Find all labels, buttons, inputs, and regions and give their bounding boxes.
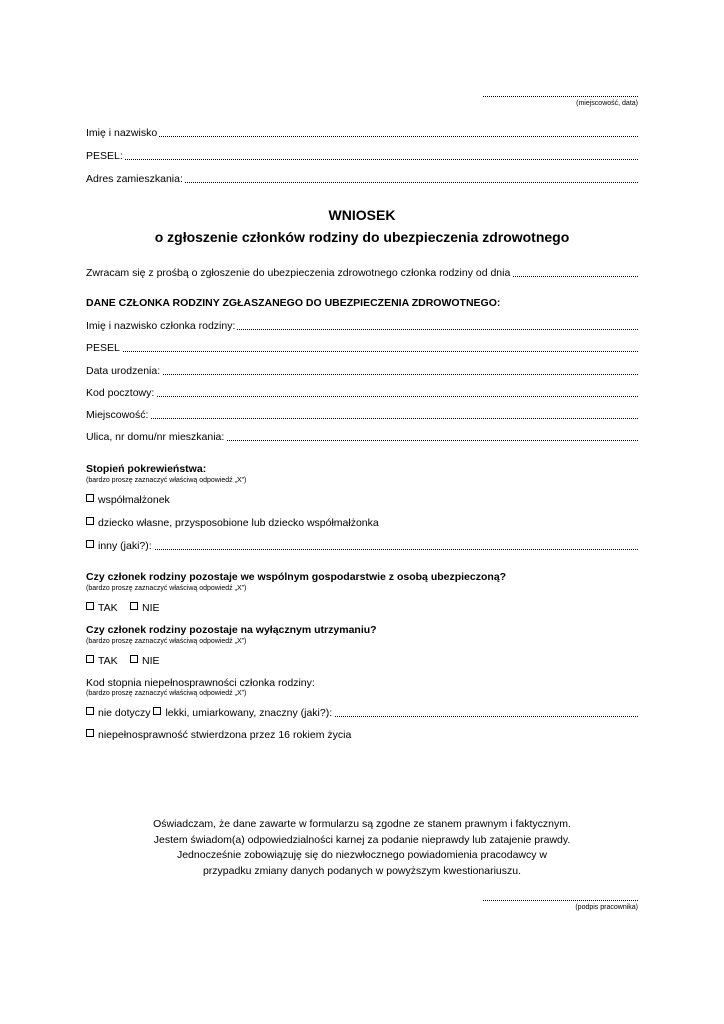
place-date-dotted-line (483, 90, 638, 97)
support-yes-option[interactable] (86, 654, 118, 668)
disability-level-field[interactable] (86, 706, 638, 720)
support-no-label: NIE (142, 655, 160, 667)
declaration-line: Oświadczam, że dane zawarte w formularzu są zgodne ze stanem prawnym i faktycznym. (153, 818, 571, 830)
applicant-address-label: Adres zamieszkania: (86, 173, 183, 185)
member-postal-code-label: Kod pocztowy: (86, 387, 155, 399)
member-section-heading: DANE CZŁONKA RODZINY ZGŁASZANEGO DO UBEZPIECZENIA ZDROWOTNEGO: (86, 297, 501, 309)
member-name-label: Imię i nazwisko członka rodziny: (86, 320, 236, 332)
relationship-option-spouse-label: współmałżonek (98, 494, 170, 506)
checkbox-support-yes[interactable] (86, 655, 94, 663)
household-hint: (bardzo proszę zaznaczyć właściwą odpowiedź „X”) (86, 585, 247, 592)
member-street-label: Ulica, nr domu/nr mieszkania: (86, 431, 225, 443)
member-street-field[interactable] (86, 430, 638, 444)
signature-caption: (podpis pracownika) (575, 904, 638, 911)
household-question: Czy członek rodziny pozostaje we wspólnym gospodarstwie z osobą ubezpieczoną? (86, 571, 507, 583)
support-question: Czy członek rodziny pozostaje na wyłącznym utrzymaniu? (86, 624, 377, 636)
checkbox-disability-levels[interactable] (153, 707, 161, 715)
household-no-option[interactable] (130, 601, 160, 615)
member-pesel-field[interactable] (86, 341, 638, 355)
member-birthdate-label: Data urodzenia: (86, 365, 161, 377)
relationship-option-child-label: dziecko własne, przysposobione lub dziecko współmałżonka (98, 517, 379, 529)
checkbox-other[interactable] (86, 540, 94, 548)
place-date-field[interactable] (483, 90, 638, 107)
member-postal-code-field[interactable] (86, 386, 638, 400)
checkbox-disability-before16[interactable] (86, 729, 94, 737)
member-city-label: Miejscowość: (86, 409, 149, 421)
checkbox-household-yes[interactable] (86, 602, 94, 610)
relationship-option-other[interactable] (86, 539, 638, 553)
relationship-option-spouse[interactable] (86, 493, 170, 507)
relationship-heading: Stopień pokrewieństwa: (86, 463, 207, 475)
member-name-field[interactable] (86, 319, 638, 333)
applicant-pesel-label: PESEL: (86, 150, 123, 162)
support-hint: (bardzo proszę zaznaczyć właściwą odpowiedź „X”) (86, 638, 247, 645)
place-date-caption: (miejscowość, data) (576, 100, 638, 107)
household-yes-label: TAK (98, 602, 118, 614)
checkbox-support-no[interactable] (130, 655, 138, 663)
declaration-line: Jestem świadom(a) odpowiedzialności karnej za podanie nieprawdy lub zatajenie prawdy. (153, 833, 571, 846)
relationship-option-child[interactable] (86, 516, 379, 530)
relationship-hint: (bardzo proszę zaznaczyć właściwą odpowiedź „X”) (86, 477, 247, 484)
relationship-option-other-label: inny (jaki?): (98, 540, 152, 552)
disability-levels-label: lekki, umiarkowany, znaczny (jaki?): (165, 707, 333, 719)
intro-text: Zwracam się z prośbą o zgłoszenie do ubezpieczenia zdrowotnego członka rodziny od dnia (86, 267, 511, 279)
declaration-line: Jednocześnie zobowiązuję się do niezwłocznego powiadomienia pracodawcy w (176, 849, 548, 861)
applicant-pesel-field[interactable] (86, 149, 638, 163)
household-yes-option[interactable] (86, 601, 118, 615)
support-no-option[interactable] (130, 654, 160, 668)
intro-date-field[interactable] (86, 266, 638, 280)
declaration-line: przypadku zmiany danych podanych w powyższym kwestionariuszu. (202, 864, 522, 877)
household-no-label: NIE (142, 602, 160, 614)
checkbox-spouse[interactable] (86, 494, 94, 502)
disability-before16-label: niepełnosprawność stwierdzona przez 16 rokiem życia (98, 729, 352, 741)
applicant-address-field[interactable] (86, 172, 638, 186)
document-title: WNIOSEK (328, 207, 396, 223)
declaration-text (0, 817, 724, 879)
disability-before16-option[interactable] (86, 728, 351, 742)
member-city-field[interactable] (86, 408, 638, 422)
disability-heading: Kod stopnia niepełnosprawności członka rodziny: (86, 677, 315, 689)
member-pesel-label: PESEL (86, 342, 120, 354)
checkbox-child[interactable] (86, 517, 94, 525)
employee-signature-field[interactable] (483, 894, 638, 911)
applicant-name-field[interactable] (86, 126, 638, 140)
applicant-name-label: Imię i nazwisko (86, 127, 158, 139)
support-yes-label: TAK (98, 655, 118, 667)
disability-hint: (bardzo proszę zaznaczyć właściwą odpowiedź „X”) (86, 690, 247, 697)
signature-dotted-line (483, 894, 638, 901)
checkbox-household-no[interactable] (130, 602, 138, 610)
document-subtitle: o zgłoszenie członków rodziny do ubezpieczenia zdrowotnego (154, 229, 570, 245)
member-birthdate-field[interactable] (86, 364, 638, 378)
checkbox-disability-none[interactable] (86, 707, 94, 715)
disability-none-label: nie dotyczy (98, 707, 151, 719)
